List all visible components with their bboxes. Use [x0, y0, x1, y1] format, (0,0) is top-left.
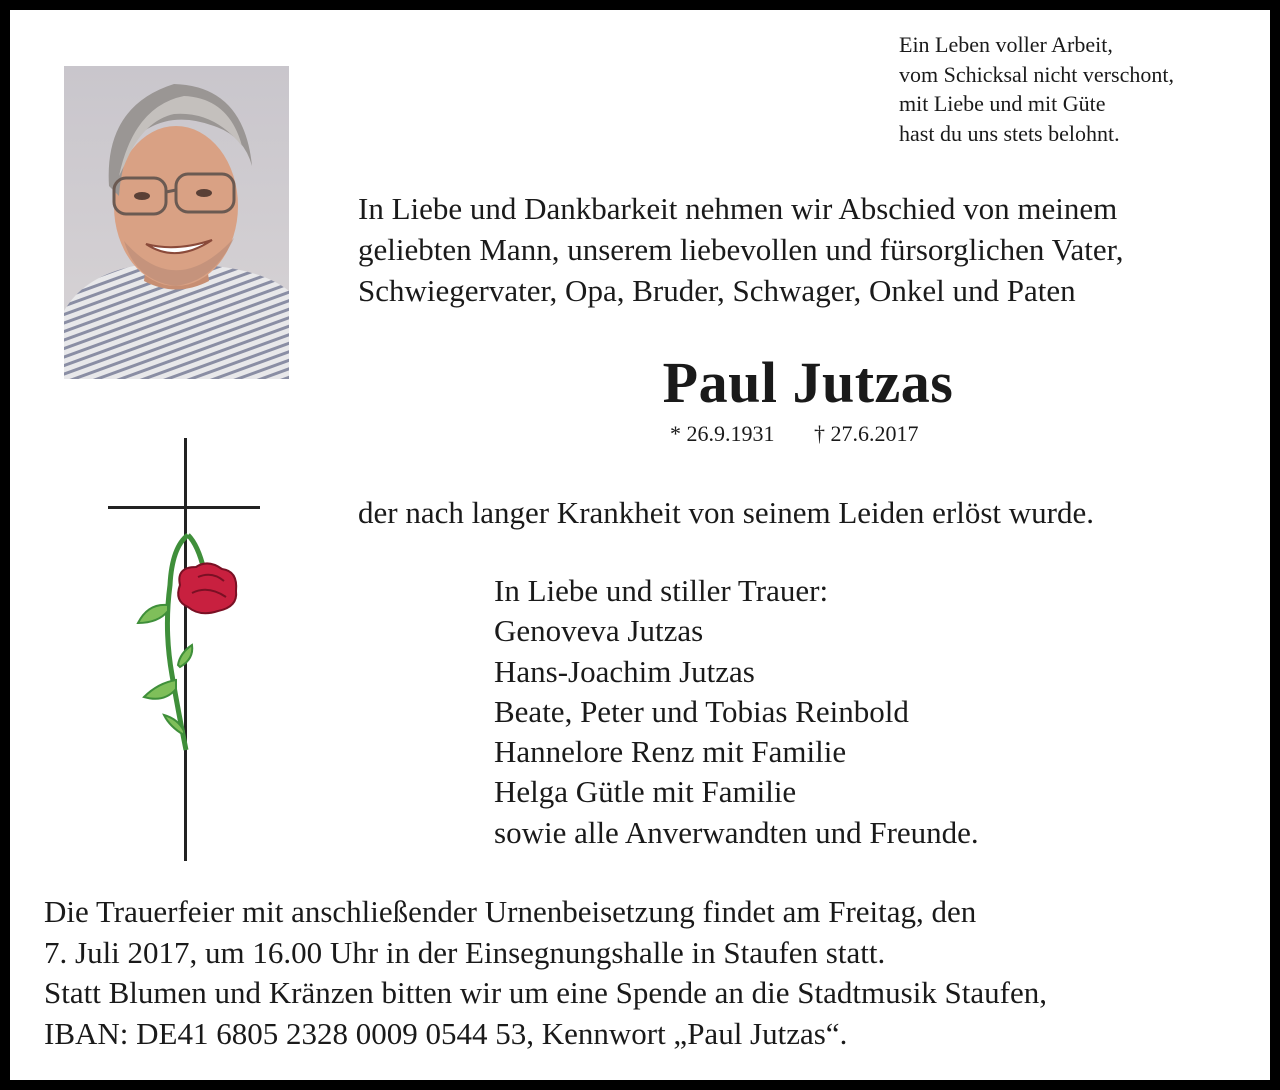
portrait-illustration [64, 66, 289, 379]
mourner-name: Hannelore Renz mit Familie [494, 734, 847, 770]
notice-line: 7. Juli 2017, um 16.00 Uhr in der Einsegnungshalle in Staufen statt. [44, 934, 886, 970]
notice-line: Die Trauerfeier mit anschließender Urnenbeisetzung findet am Freitag, den [44, 894, 977, 929]
notice-line: IBAN: DE41 6805 2328 0009 0544 53, Kennwort „Paul Jutzas“. [44, 1015, 848, 1051]
funeral-notice [44, 892, 1047, 1054]
mourner-name: Helga Gütle mit Familie [494, 774, 797, 810]
notice-line: Statt Blumen und Kränzen bitten wir um eine Spende an die Stadtmusik Staufen, [44, 975, 1048, 1010]
poem [899, 30, 1174, 148]
death-date: † 27.6.2017 [814, 421, 919, 446]
poem-line: Ein Leben voller Arbeit, [899, 32, 1113, 57]
mourner-name: Genoveva Jutzas [494, 613, 704, 649]
rose-icon [138, 535, 236, 750]
intro-line: Schwiegervater, Opa, Bruder, Schwager, Onkel und Paten [358, 273, 1076, 308]
deceased-name: Paul Jutzas [662, 350, 954, 415]
mourner-name: Beate, Peter und Tobias Reinbold [494, 693, 909, 729]
mourners-heading: In Liebe und stiller Trauer: [494, 573, 829, 608]
birth-date: * 26.9.1931 [670, 421, 775, 446]
mourner-name: sowie alle Anverwandten und Freunde. [494, 814, 979, 850]
mourner-name: Hans-Joachim Jutzas [494, 653, 755, 689]
intro-line: In Liebe und Dankbarkeit nehmen wir Abschied von meinem [358, 191, 1118, 226]
poem-line: vom Schicksal nicht verschont, [899, 61, 1174, 87]
intro-line: geliebten Mann, unserem liebevollen und fürsorglichen Vater, [358, 232, 1124, 267]
intro-text [358, 188, 1124, 311]
cross-with-rose [100, 435, 270, 865]
released-text: der nach langer Krankheit von seinem Leiden erlöst wurde. [358, 495, 1094, 530]
life-dates [670, 419, 919, 449]
mourners-list [494, 571, 979, 853]
portrait-photo [64, 66, 289, 379]
poem-line: hast du uns stets belohnt. [899, 120, 1120, 146]
poem-line: mit Liebe und mit Güte [899, 91, 1106, 116]
cross-icon [100, 435, 270, 865]
